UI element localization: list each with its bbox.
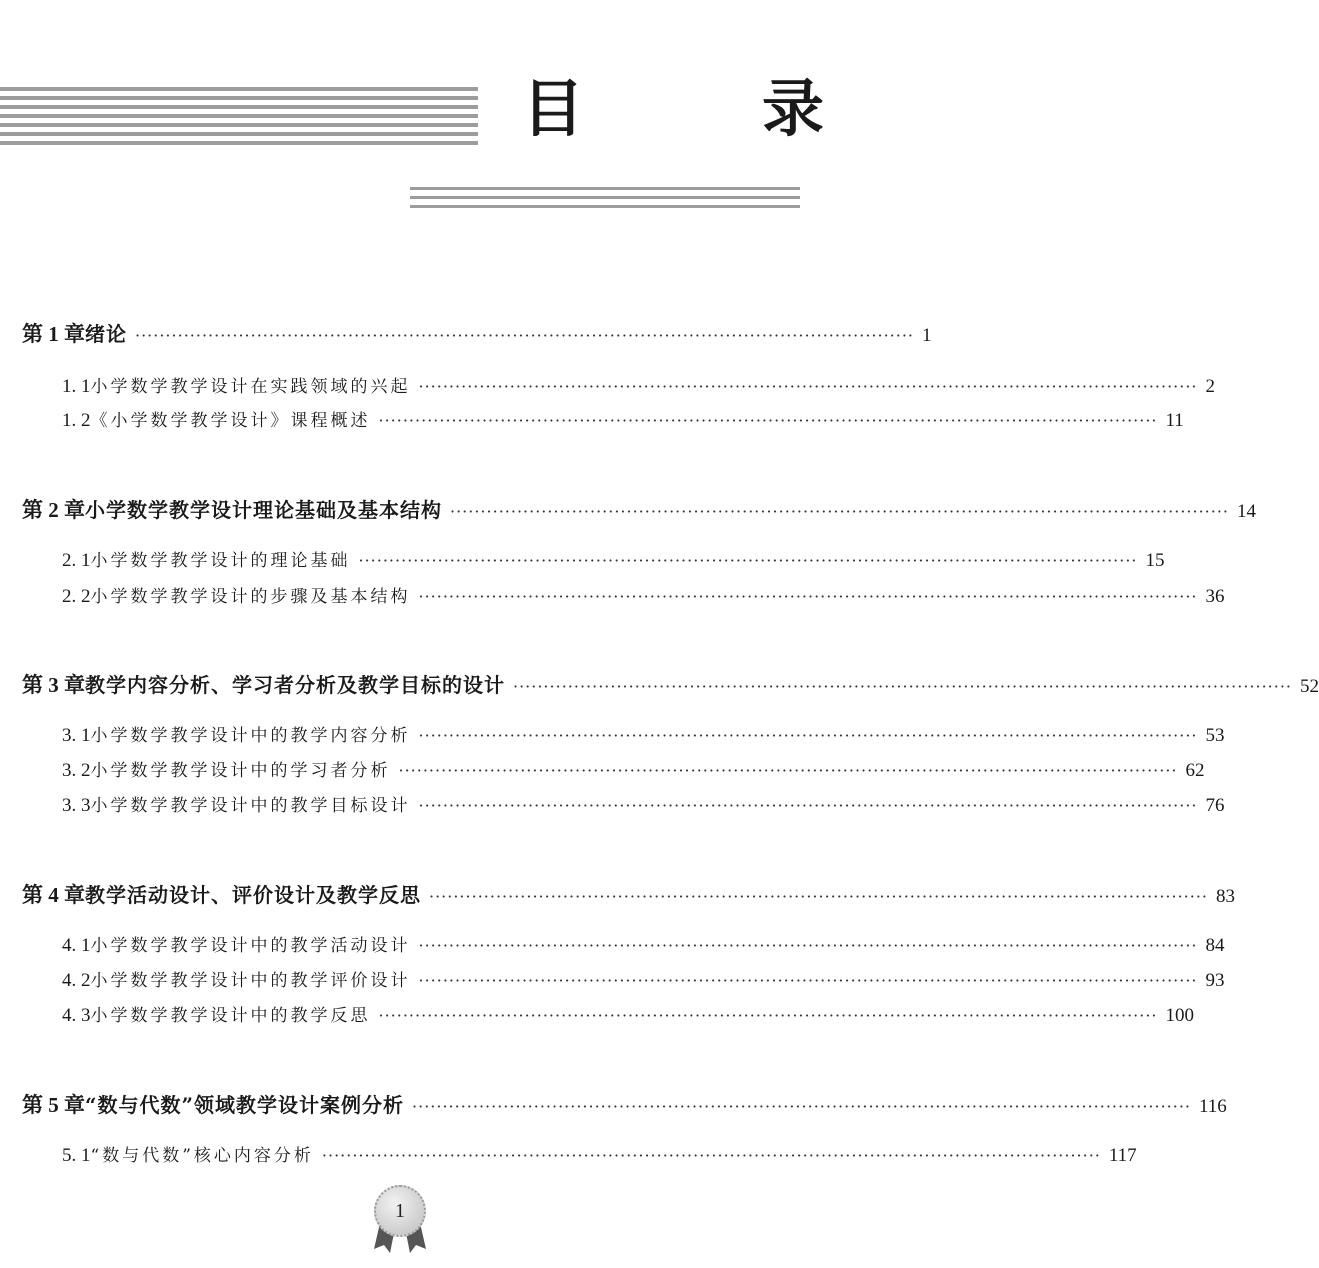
- toc-section-5-1[interactable]: [62, 1141, 1137, 1167]
- section-title: 小学数学教学设计中的教学目标设计: [90, 796, 411, 816]
- page-ref: 15: [1145, 550, 1165, 571]
- dot-leader: [450, 504, 1229, 520]
- page-ref: 14: [1237, 501, 1256, 522]
- dot-leader: [419, 798, 1198, 814]
- section-number: 5. 1: [62, 1145, 91, 1166]
- toc-section-4-1[interactable]: [62, 931, 1225, 957]
- chapter-number: 第 4 章: [22, 883, 85, 907]
- toc-chapter-3[interactable]: [22, 669, 1319, 699]
- section-number: 3. 2: [62, 760, 91, 781]
- page-title: 目 录: [522, 72, 883, 145]
- section-title: “数与代数”核心内容分析: [90, 1146, 314, 1166]
- chapter-title: 绪论: [85, 322, 127, 346]
- toc-section-4-2[interactable]: [62, 966, 1225, 992]
- section-number: 3. 3: [62, 795, 91, 816]
- section-title: 小学数学教学设计的理论基础: [90, 551, 351, 571]
- dot-leader: [379, 1008, 1158, 1024]
- header-stripes-right: [410, 187, 800, 214]
- page-ref: 62: [1185, 760, 1205, 781]
- section-title: 小学数学教学设计中的教学内容分析: [90, 726, 411, 746]
- header-stripes-left: [0, 87, 478, 153]
- section-number: 1. 1: [62, 376, 91, 397]
- section-number: 1. 2: [62, 410, 91, 431]
- toc-section-2-1[interactable]: [62, 546, 1165, 572]
- toc-chapter-1[interactable]: [22, 318, 932, 348]
- chapter-number: 第 1 章: [22, 322, 85, 346]
- page-number-badge: [370, 1185, 430, 1255]
- dot-leader: [419, 589, 1198, 605]
- toc-section-3-1[interactable]: [62, 721, 1225, 747]
- dot-leader: [419, 938, 1198, 954]
- page-ref: 2: [1205, 376, 1215, 397]
- dot-leader: [399, 763, 1178, 779]
- section-title: 小学数学教学设计中的教学活动设计: [90, 936, 411, 956]
- toc-section-3-2[interactable]: [62, 756, 1205, 782]
- section-number: 4. 2: [62, 970, 91, 991]
- toc-section-2-2[interactable]: [62, 582, 1225, 608]
- toc-chapter-2[interactable]: [22, 494, 1256, 524]
- toc-section-1-2[interactable]: [62, 406, 1184, 432]
- dot-leader: [322, 1148, 1101, 1164]
- chapter-number: 第 3 章: [22, 673, 85, 697]
- page-ref: 116: [1199, 1096, 1227, 1117]
- section-title: 小学数学教学设计在实践领域的兴起: [90, 377, 411, 397]
- page-ref: 53: [1205, 725, 1225, 746]
- section-number: 3. 1: [62, 725, 91, 746]
- page-number: 1: [374, 1185, 426, 1237]
- page-ref: 76: [1205, 795, 1225, 816]
- chapter-title: 教学活动设计、评价设计及教学反思: [85, 883, 421, 907]
- chapter-number: 第 2 章: [22, 498, 85, 522]
- chapter-title: 小学数学教学设计理论基础及基本结构: [85, 498, 442, 522]
- dot-leader: [513, 679, 1292, 695]
- toc-section-3-3[interactable]: [62, 791, 1225, 817]
- page-ref: 11: [1165, 410, 1184, 431]
- section-title: 小学数学教学设计中的学习者分析: [90, 761, 391, 781]
- chapter-title: “数与代数”领域教学设计案例分析: [85, 1093, 405, 1117]
- section-title: 小学数学教学设计中的教学反思: [90, 1006, 371, 1026]
- section-number: 2. 1: [62, 550, 91, 571]
- page-ref: 1: [922, 325, 932, 346]
- page-ref: 93: [1205, 970, 1225, 991]
- section-number: 4. 1: [62, 935, 91, 956]
- dot-leader: [379, 413, 1158, 429]
- toc-chapter-5[interactable]: [22, 1089, 1227, 1119]
- toc-section-1-1[interactable]: [62, 372, 1215, 398]
- section-title: 《小学数学教学设计》课程概述: [90, 411, 371, 431]
- chapter-number: 第 5 章: [22, 1093, 85, 1117]
- page-ref: 52: [1300, 676, 1319, 697]
- toc-section-4-3[interactable]: [62, 1001, 1194, 1027]
- page-ref: 36: [1205, 586, 1225, 607]
- section-number: 2. 2: [62, 586, 91, 607]
- section-title: 小学数学教学设计中的教学评价设计: [90, 971, 411, 991]
- chapter-title: 教学内容分析、学习者分析及教学目标的设计: [85, 673, 505, 697]
- dot-leader: [419, 728, 1198, 744]
- page-ref: 100: [1165, 1005, 1194, 1026]
- dot-leader: [412, 1099, 1191, 1115]
- dot-leader: [429, 889, 1208, 905]
- dot-leader: [419, 379, 1198, 395]
- toc-chapter-4[interactable]: [22, 879, 1235, 909]
- section-title: 小学数学教学设计的步骤及基本结构: [90, 587, 411, 607]
- page-ref: 84: [1205, 935, 1225, 956]
- page-ref: 117: [1108, 1145, 1137, 1166]
- section-number: 4. 3: [62, 1005, 91, 1026]
- dot-leader: [135, 328, 914, 344]
- dot-leader: [359, 553, 1138, 569]
- page-ref: 83: [1216, 886, 1235, 907]
- dot-leader: [419, 973, 1198, 989]
